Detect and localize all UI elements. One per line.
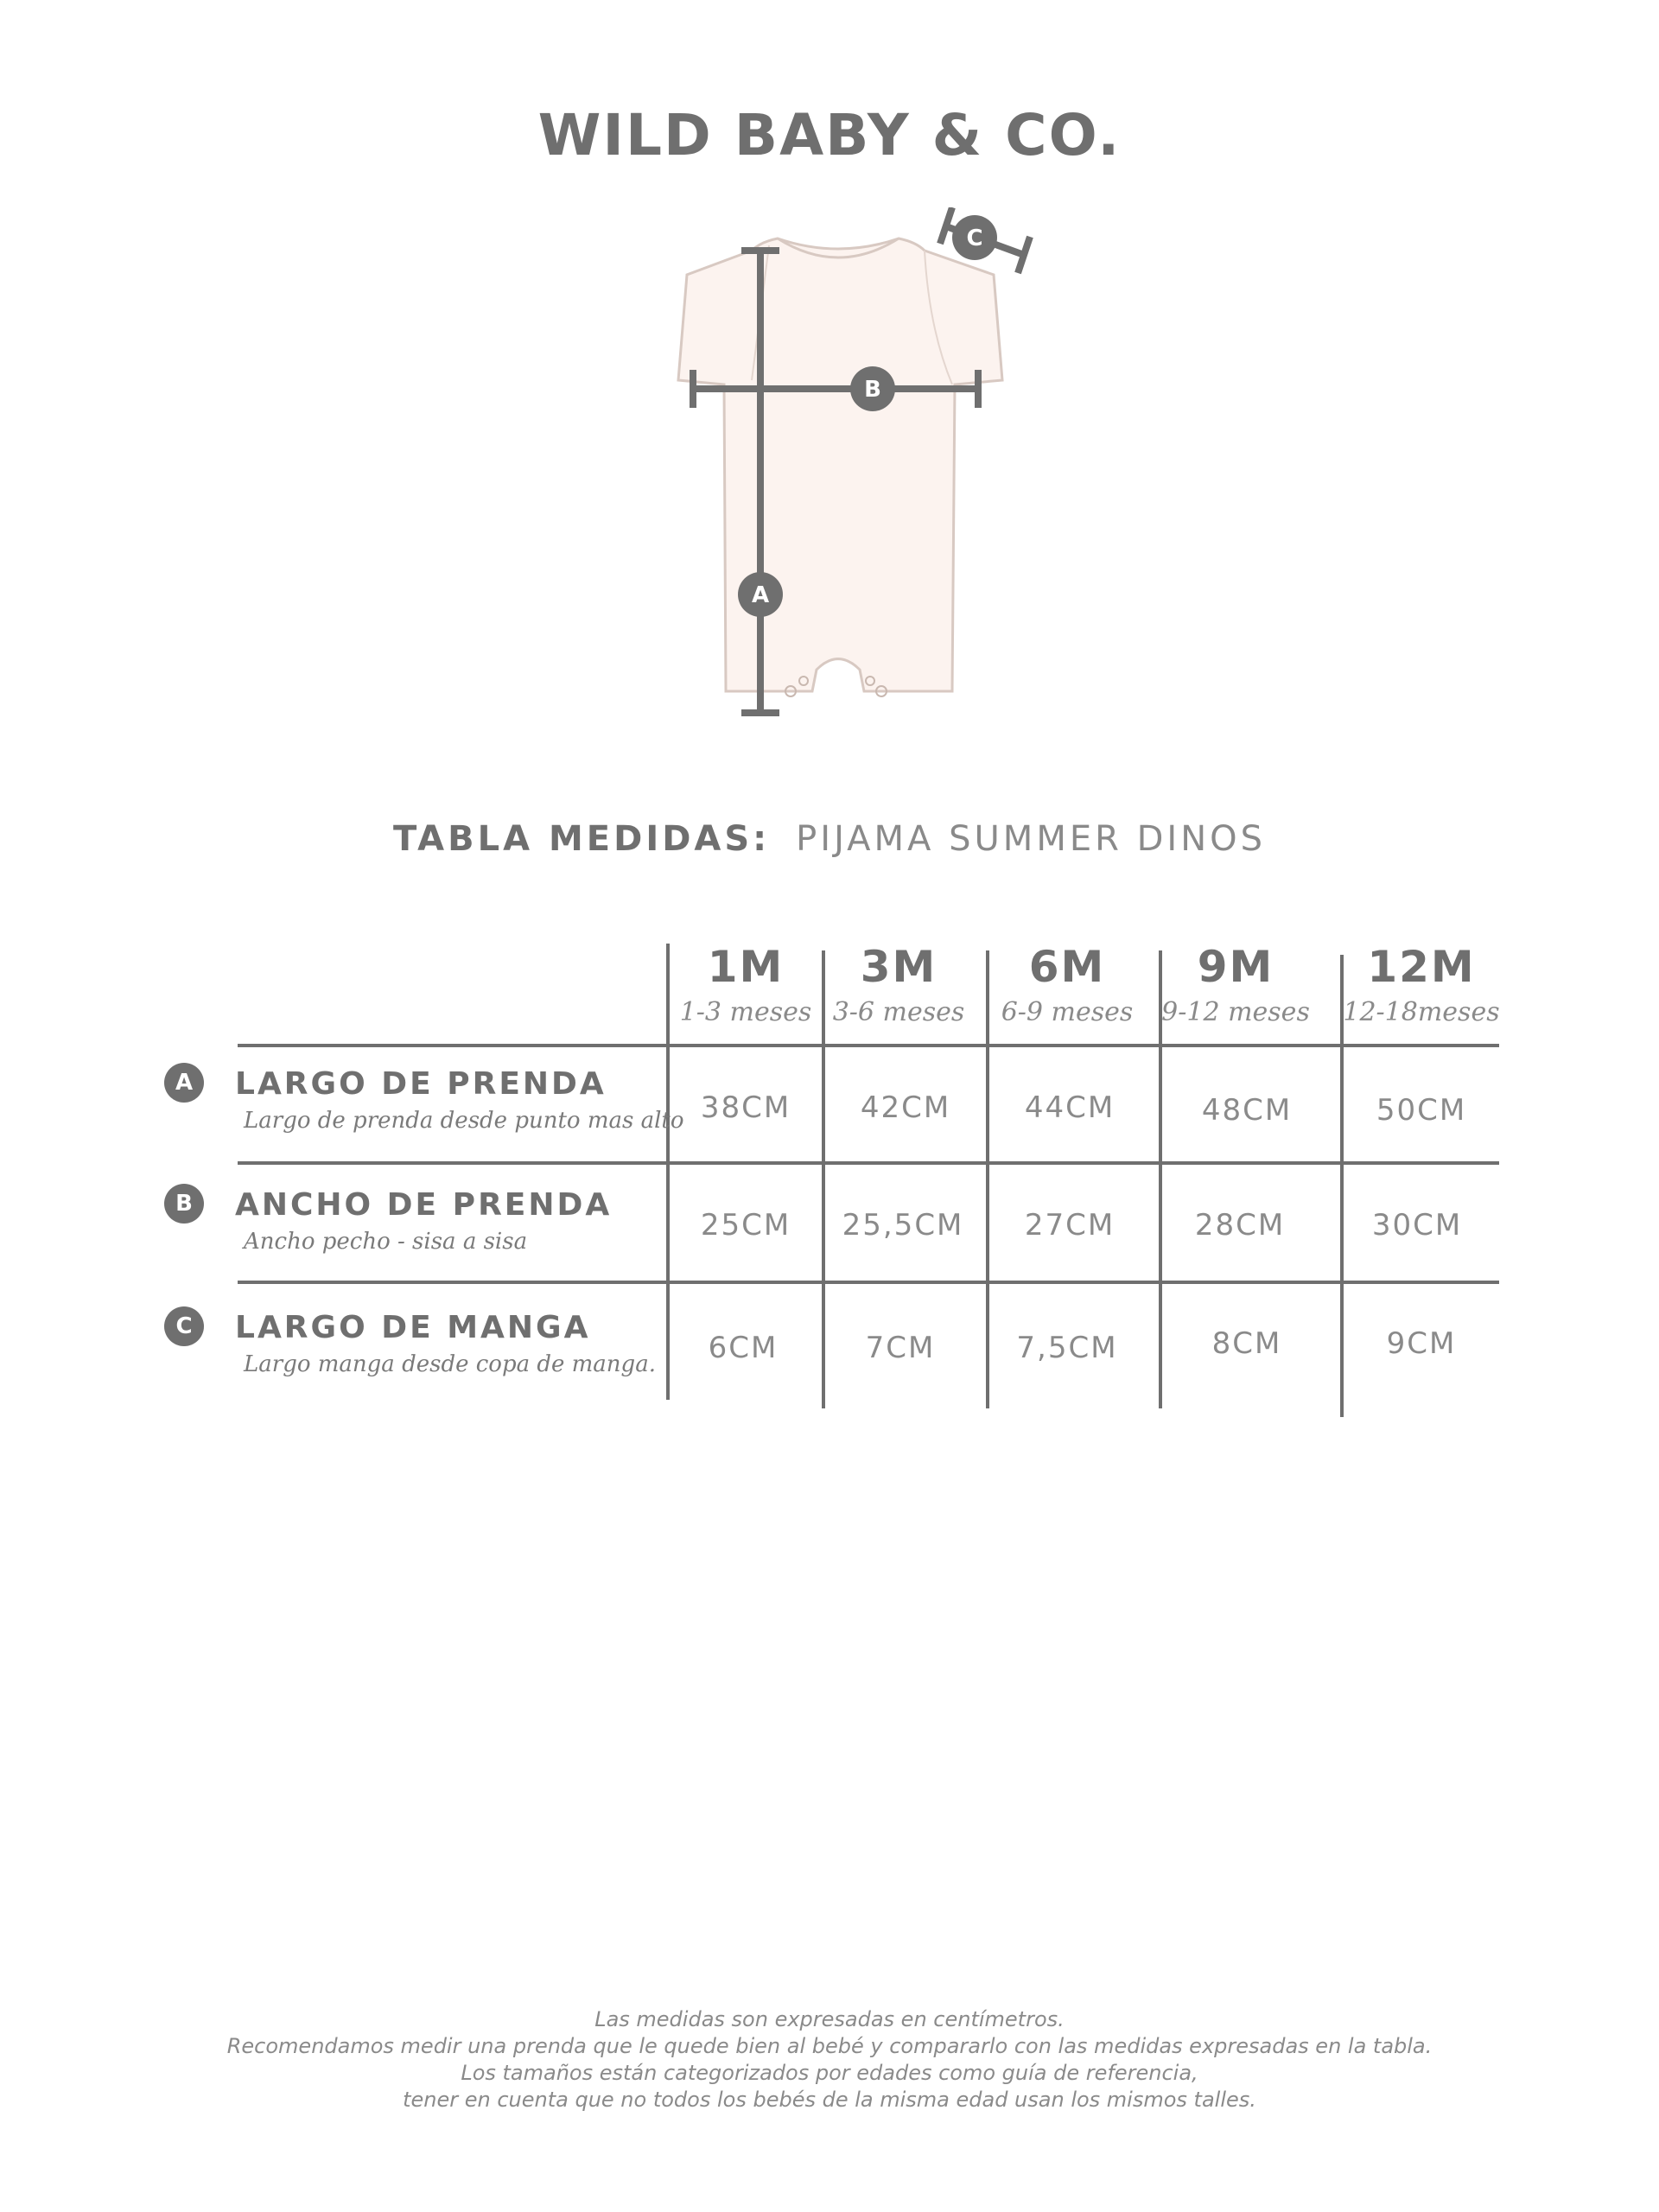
romper-diagram (631, 207, 1046, 726)
row-name: LARGO DE MANGA (235, 1310, 591, 1345)
measure-c-label: C (966, 226, 983, 251)
row-description: Ancho pecho - sisa a sisa (244, 1229, 528, 1255)
row-description: Largo manga desde copa de manga. (244, 1351, 656, 1377)
value-cell: 9CM (1386, 1326, 1457, 1361)
row-badge: C (164, 1306, 204, 1346)
value-cell: 38CM (700, 1090, 791, 1125)
row-badge: B (164, 1184, 204, 1224)
row-description: Largo de prenda desde punto mas alto (244, 1108, 684, 1134)
value-cell: 8CM (1211, 1326, 1282, 1361)
row-name: ANCHO DE PRENDA (235, 1187, 613, 1223)
value-cell: 50CM (1376, 1093, 1467, 1128)
measure-b-label: B (864, 377, 881, 403)
size-range: 6-9 meses (1001, 997, 1134, 1027)
size-header-3m (812, 942, 985, 1027)
size-header-9m (1149, 942, 1322, 1027)
value-cell: 25CM (700, 1208, 791, 1243)
size-header-1m (659, 942, 832, 1027)
size-code: 1M (707, 942, 785, 992)
value-cell: 44CM (1024, 1090, 1116, 1125)
size-range: 3-6 meses (832, 997, 965, 1027)
value-cell: 7,5CM (1016, 1331, 1118, 1365)
size-header-6m (981, 942, 1154, 1027)
footer-notes (0, 2006, 1659, 2113)
footer-line: tener en cuenta que no todos los bebés de la misma edad usan los mismos talles. (403, 2088, 1256, 2112)
row-name: LARGO DE PRENDA (235, 1066, 607, 1102)
footer-line: Los tamaños están categorizados por edades como guía de referencia, (461, 2061, 1198, 2085)
measure-a-label: A (751, 582, 770, 608)
footer-line: Las medidas son expresadas en centímetros. (594, 2007, 1065, 2031)
value-cell: 30CM (1371, 1208, 1463, 1243)
value-cell: 7CM (865, 1331, 936, 1365)
value-cell: 48CM (1201, 1093, 1293, 1128)
table-title-product: PIJAMA SUMMER DINOS (796, 819, 1267, 859)
table-title (0, 819, 1659, 859)
size-code: 6M (1028, 942, 1106, 992)
value-cell: 25,5CM (842, 1208, 964, 1243)
value-cell: 6CM (708, 1331, 779, 1365)
value-cell: 42CM (860, 1090, 951, 1125)
size-range: 12-18meses (1343, 997, 1500, 1027)
size-code: 3M (860, 942, 938, 992)
row-badge: A (164, 1063, 204, 1103)
size-code: 12M (1367, 942, 1476, 992)
value-cell: 27CM (1024, 1208, 1116, 1243)
size-code: 9M (1197, 942, 1274, 992)
brand-title: WILD BABY & CO. (537, 102, 1122, 168)
size-range: 1-3 meses (679, 997, 812, 1027)
footer-line: Recomendamos medir una prenda que le quede bien al bebé y compararlo con las medidas expresadas en la tabla. (226, 2034, 1433, 2058)
size-header-12m (1335, 942, 1508, 1027)
table-title-strong: TABLA MEDIDAS: (392, 819, 771, 859)
romper-outline (678, 238, 1002, 691)
value-cell: 28CM (1194, 1208, 1286, 1243)
size-range: 9-12 meses (1161, 997, 1310, 1027)
